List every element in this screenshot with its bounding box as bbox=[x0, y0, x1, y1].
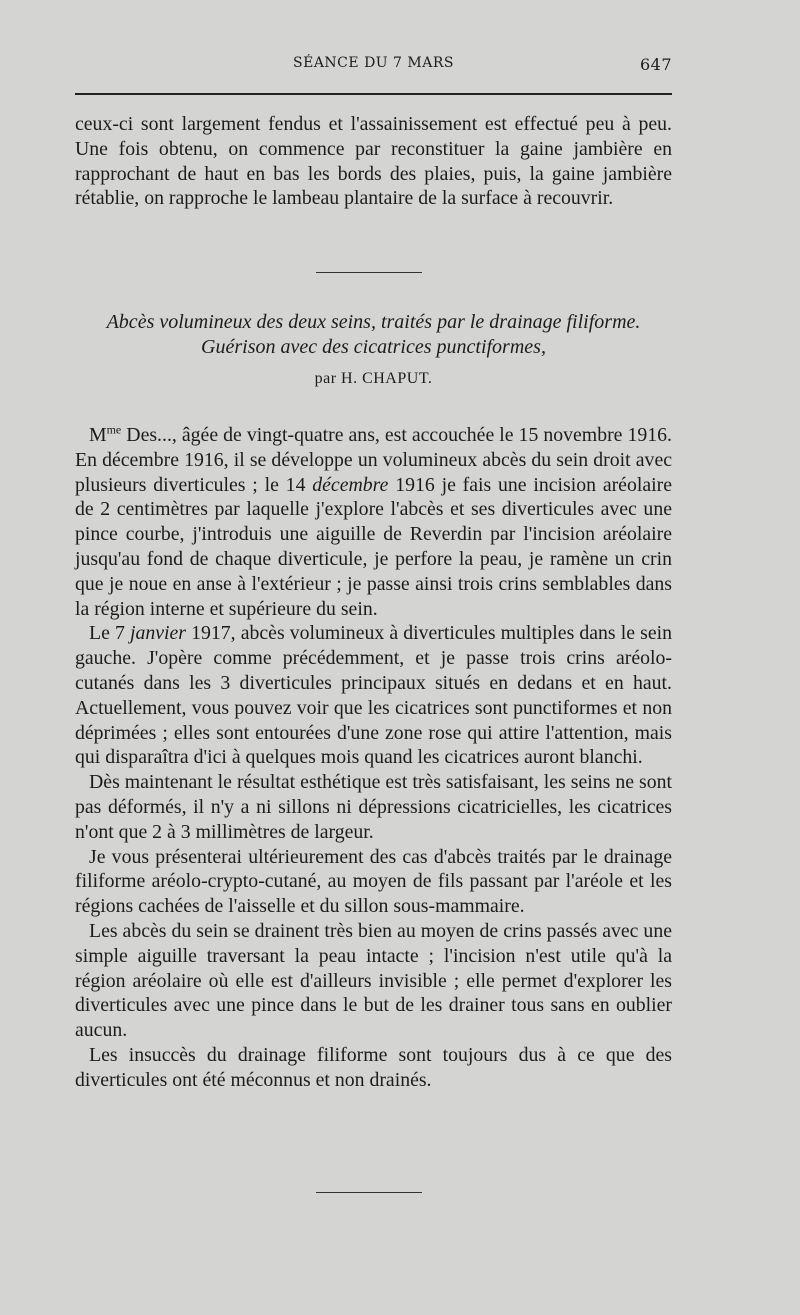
article-byline: par H. CHAPUT. bbox=[314, 370, 433, 387]
continuation-block bbox=[75, 112, 672, 211]
continuation-paragraph: ceux-ci sont largement fendus et l'assainissement est effectué peu à peu. Une fois obtenu, on commence par reconstituer la gaine jambière en rapprochant de haut en bas les bords des plaies, puis, la gaine jambière rétablie, on rapproche le lambeau plantaire de la surface à recouvrir. bbox=[75, 113, 672, 210]
paragraph-1 bbox=[75, 423, 672, 621]
article-title-line-2: Guérison avec des cicatrices punctiformes, bbox=[201, 336, 546, 358]
section-divider-top bbox=[316, 272, 422, 273]
paragraph-5: Les abcès du sein se drainent très bien au moyen de crins passés avec une simple aiguille traversant la peau intacte ; l'incision n'est utile qu'à la région aréolaire où elle est d'ailleurs invisible ; elle permet d'explorer les diverticules avec une pince dans le but de les drainer tous sans en oublier aucun. bbox=[75, 919, 672, 1042]
paragraph-4: Je vous présenterai ultérieurement des cas d'abcès traités par le drainage filiforme aréolo-crypto-cutané, au moyen de fils passant par l'aréole et les régions cachées de l'aisselle et du sillon sous-mammaire. bbox=[75, 845, 672, 918]
paragraph-2-text-b: 1917, abcès volumineux à diverticules multiples dans le sein gauche. J'opère comme précédemment, et je passe trois crins aréolo-cutanés dans les 3 diverticules principaux situés en dedans et en haut. Actuellement, vous pouvez voir que les cicatrices sont punctiformes et non déprimées ; elles sont entourées d'une zone rose qui attire l'attention, mais qui disparaîtra d'ici à quelques mois quand les cicatrices auront blanchi. bbox=[75, 622, 672, 769]
paragraph-1-date: décembre bbox=[312, 473, 389, 496]
paragraph-6: Les insuccès du drainage filiforme sont toujours dus à ce que des diverticules ont été méconnus et non drainés. bbox=[75, 1043, 672, 1091]
running-head-title: SÉANCE DU 7 MARS bbox=[293, 55, 454, 71]
paragraph-1-text-b: 1916 je fais une incision aréolaire de 2 centimètres par laquelle j'explore l'abcès et ses diverticules avec une pince courbe, j'introduis une aiguille de Reverdin par l'incision aréolaire jusqu'au fond de chaque diverticule, je perfore la peau, je ramène un crin que je noue en anse à l'extérieur ; je passe ainsi trois crins semblables dans la région interne et supérieure du sein. bbox=[75, 473, 672, 620]
salutation-superscript: me bbox=[106, 422, 122, 437]
section-divider-bottom bbox=[316, 1192, 422, 1193]
paragraph-2-date: janvier bbox=[129, 622, 186, 645]
paragraph-2-text-a: Le 7 bbox=[89, 622, 130, 645]
paragraph-3: Dès maintenant le résultat esthétique est très satisfaisant, les seins ne sont pas déformés, il n'y a ni sillons ni dépressions cicatricielles, les cicatrices n'ont que 2 à 3 millimètres de largeur. bbox=[75, 771, 672, 843]
article-title bbox=[75, 310, 672, 360]
article-body bbox=[75, 423, 672, 1093]
article-title-line-1: Abcès volumineux des deux seins, traités par le drainage filiforme. bbox=[106, 311, 641, 333]
paragraph-2 bbox=[75, 621, 672, 770]
paragraph-1-text-a: Des..., âgée de vingt-quatre ans, est accouchée le 15 novembre 1916. En décembre 1916, il se développe un volumineux abcès du sein droit avec plusieurs diverticules ; le 14 bbox=[75, 424, 672, 496]
header-rule bbox=[75, 93, 672, 95]
salutation: M bbox=[89, 424, 107, 446]
page-number: 647 bbox=[639, 55, 672, 74]
